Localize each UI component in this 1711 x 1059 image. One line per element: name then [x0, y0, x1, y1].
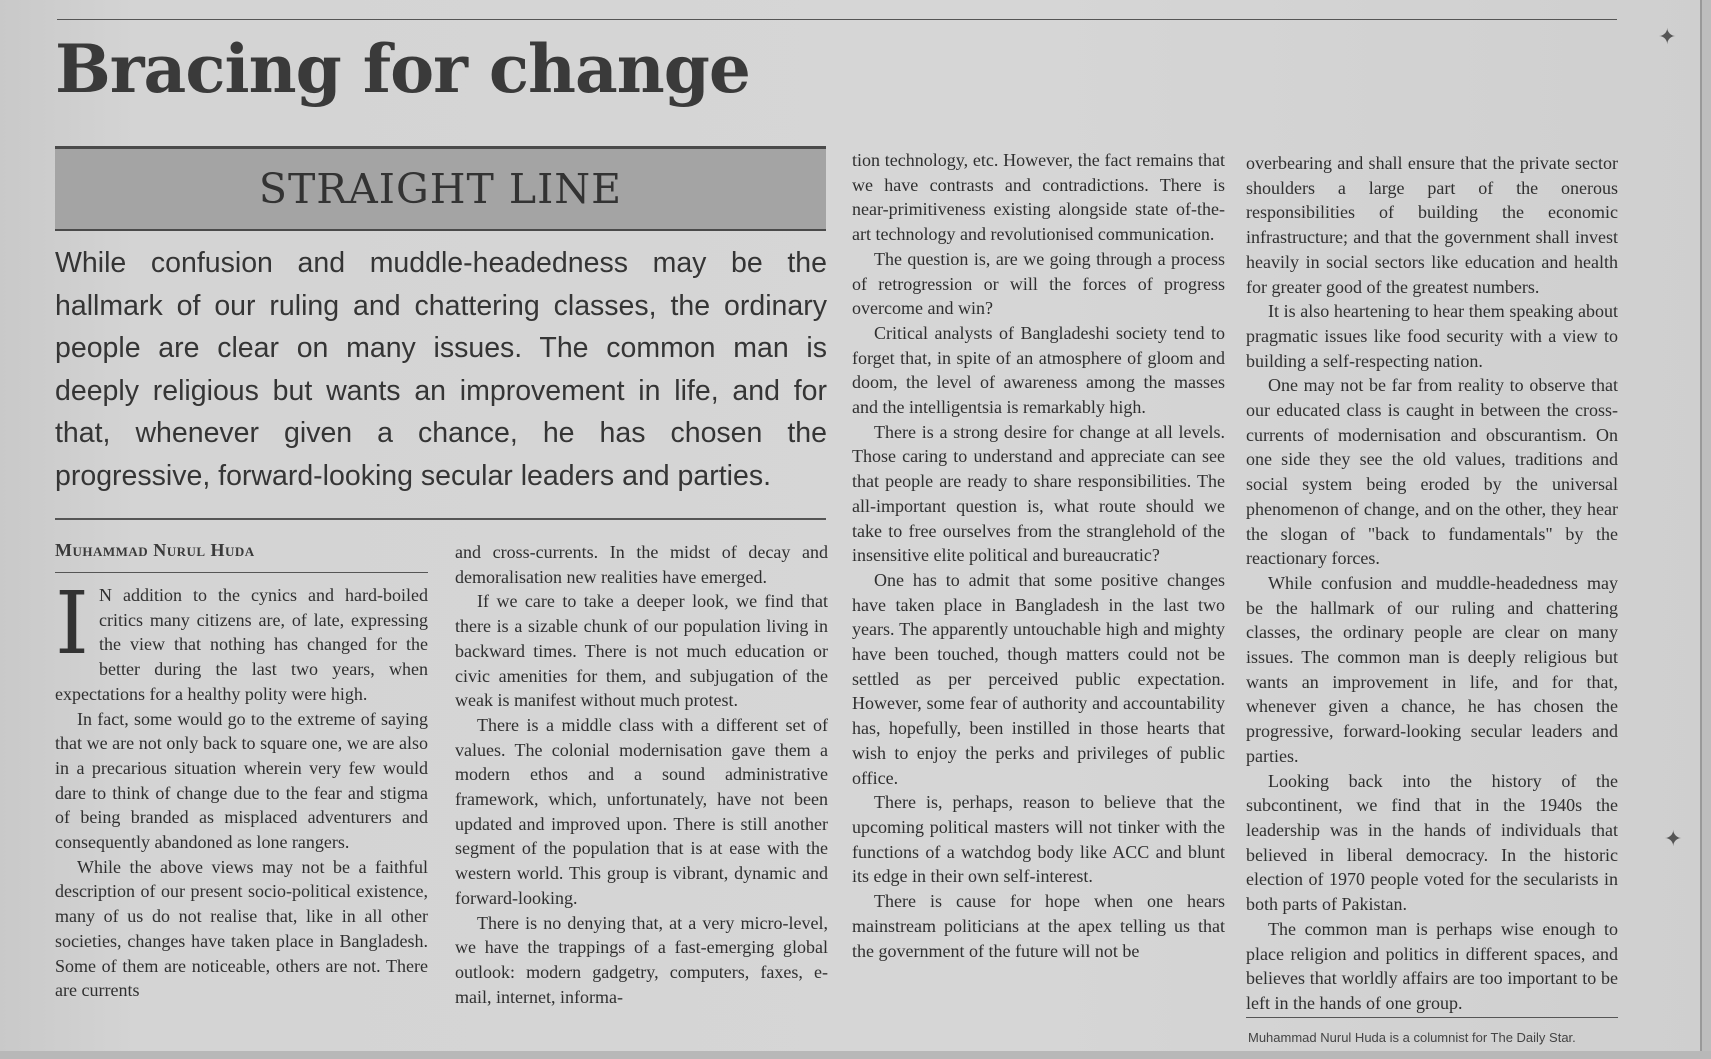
paragraph: tion technology, etc. However, the fact remains that we have contrasts and contradictions. There is near-primitiveness existing alongside state of-the-art technology and revolutionised communication. [852, 150, 1225, 245]
paragraph: I N addition to the cynics and hard-boiled critics many citizens are, of late, expressing the view that nothing has changed for the better during the last two years, when expectations for a healthy polity were high. [55, 574, 428, 704]
footer-rule [1246, 1017, 1618, 1018]
lede: While confusion and muddle-headedness may be the hallmark of our ruling and chattering classes, the ordinary people are clear on many issues. The common man is deeply religious but wants an improvement in life, and for that, whenever given a chance, he has chosen the progressive, forward-looking secular leaders and parties. [55, 247, 827, 492]
paragraph: In fact, some would go to the extreme of saying that we are not only back to square one, we are also in a precarious situation wherein very few would dare to think of change due to the fear and stigma of being branded as misplaced adventurers and consequently abandoned as lone rangers. [55, 708, 428, 853]
paragraph: Looking back into the history of the subcontinent, we find that in the 1940s the leadership was in the hands of individuals that believed in liberal democracy. In the historic election of 1970 people voted for the secularists in both parts of Pakistan. [1246, 770, 1618, 915]
paragraph: Critical analysts of Bangladeshi society tend to forget that, in spite of an atmosphere of gloom and doom, the level of awareness among the masses and the intelligentsia is remarkably high. [852, 322, 1225, 418]
paragraph: There is no denying that, at a very micro-level, we have the trappings of a fast-emerging global outlook: modern gadgetry, computers, faxes, e-mail, internet, informa- [455, 912, 828, 1007]
paragraph: overbearing and shall ensure that the private sector shoulders a large part of the onerous responsibilities of building the economic infrastructure; and that the government shall invest heavily in social sectors like education and health for greater good of the greatest numbers. [1246, 153, 1618, 297]
paragraph: There is a strong desire for change at all levels. Those caring to understand and appreciate can see that people are ready to share responsibilities. The all-important question is, what route should we take to free ourselves from the stranglehold of the insensitive elite political and bureaucratic? [852, 421, 1225, 566]
paragraph: There is, perhaps, reason to believe that the upcoming political masters will not tinker with the functions of a watchdog body like ACC and blunt its edge in their own self-interest. [852, 792, 1225, 887]
column-1 [55, 574, 428, 1003]
column-4 [1246, 151, 1618, 1016]
paragraph: and cross-currents. In the midst of decay and demoralisation new realities have emerged. [455, 542, 828, 587]
column-2 [455, 540, 828, 1009]
headline: Bracing for change [55, 30, 750, 108]
paragraph: There is cause for hope when one hears mainstream politicians at the apex telling us that the government of the future will not be [852, 891, 1225, 961]
paragraph: The question is, are we going through a process of retrogression or will the forces of progress overcome and win? [852, 248, 1225, 319]
paragraph: While the above views may not be a faithful description of our present socio-political existence, many of us do not realise that, like in all other societies, changes have taken place in Bangladesh. Some of them are noticeable, others are not. There are currents [55, 856, 428, 1001]
byline: Muhammad Nurul Huda [55, 540, 255, 560]
author-note: Muhammad Nurul Huda is a columnist for The Daily Star. [1248, 1030, 1576, 1045]
column-name: STRAIGHT LINE [258, 165, 623, 213]
drop-cap: I [55, 574, 89, 674]
column-3 [852, 148, 1225, 963]
paragraph: The common man is perhaps wise enough to place religion and politics in different spaces, and believes that worldly affairs are too important to be left in the hands of one group. [1246, 918, 1618, 1013]
registration-mark-icon: ✦ [1658, 24, 1677, 49]
registration-mark-icon: ✦ [1664, 826, 1683, 851]
top-rule [57, 19, 1617, 20]
paragraph: One has to admit that some positive changes have taken place in Bangladesh in the last two years. The apparently untouchable high and mighty have been touched, though matters could not be settled as per perceived public expectation. However, some fear of authority and accountability has, hopefully, been instilled in those hearts that wish to enjoy the perks and privileges of public office. [852, 569, 1225, 788]
byline-rule [55, 572, 428, 573]
paragraph: While confusion and muddle-headedness may be the hallmark of our ruling and chattering classes, the ordinary people are clear on many issues. The common man is deeply religious but wants an improvement in life, and for that, whenever given a chance, he has chosen the progressive, forward-looking secular leaders and parties. [1246, 572, 1618, 766]
page-edge [0, 1051, 1711, 1059]
column-banner [55, 146, 826, 231]
paragraph: It is also heartening to hear them speaking about pragmatic issues like food security with a view to building a self-respecting nation. [1246, 301, 1618, 371]
page-edge [1700, 0, 1711, 1059]
paragraph: If we care to take a deeper look, we find that there is a sizable chunk of our population living in backward times. There is not much education or civic amenities for them, and subjugation of the weak is manifest without much protest. [455, 591, 828, 711]
paragraph: There is a middle class with a different set of values. The colonial modernisation gave them a modern ethos and a sound administrative framework, which, unfortunately, have not been updated and improved upon. There is still another segment of the population that is at ease with the western world. This group is vibrant, dynamic and forward-looking. [455, 714, 828, 908]
lede-rule [55, 518, 826, 520]
paragraph: One may not be far from reality to observe that our educated class is caught in between the cross-currents of modernisation and obscurantism. On one side they see the old values, traditions and social system being eroded by the universal phenomenon of change, and on the other, they hear the slogan of "back to fundamentals" by the reactionary forces. [1246, 375, 1618, 569]
